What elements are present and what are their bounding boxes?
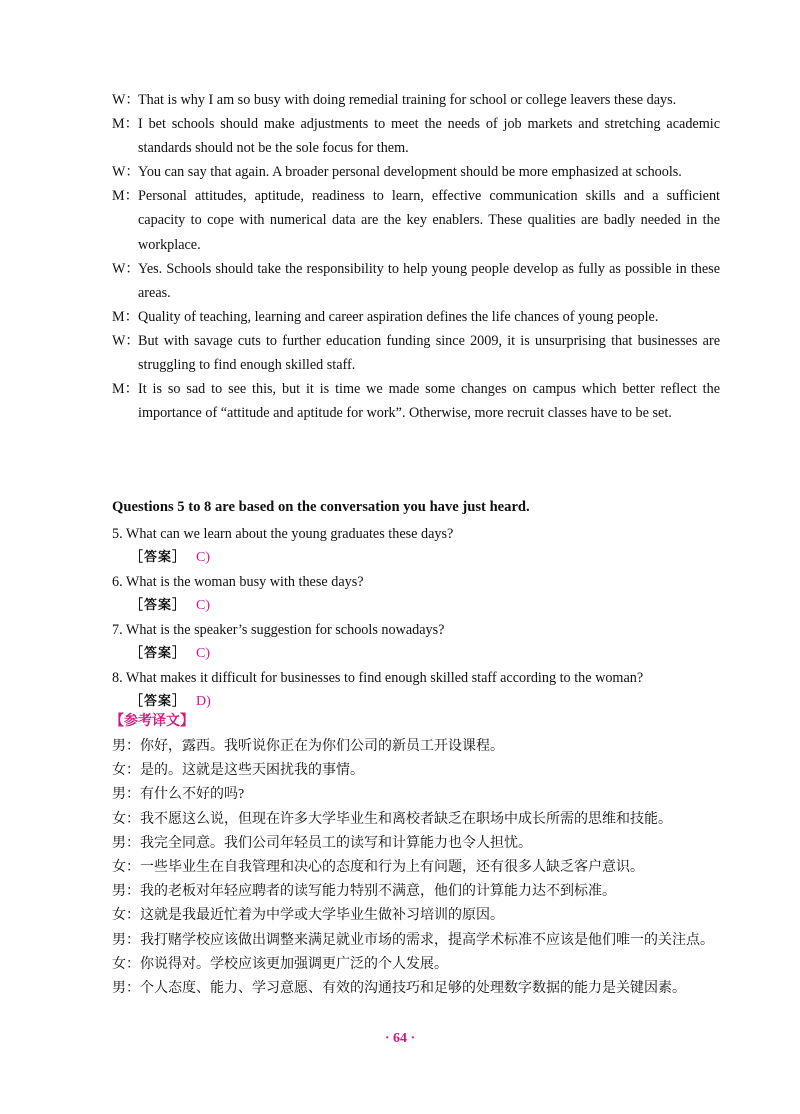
dialogue-text: But with savage cuts to further education funding since 2009, it is unsurprising that businesses are struggling to find enough skilled staff. — [138, 332, 720, 374]
question-block — [112, 522, 732, 570]
answer-value: C) — [196, 598, 211, 614]
speaker-label: 男： — [112, 739, 140, 754]
speaker-label: 男： — [112, 835, 140, 851]
translation-heading: 【参考译文】 — [110, 713, 194, 729]
translation-text: 我完全同意。我们公司年轻员工的读写和计算能力也令人担忧。 — [140, 835, 532, 851]
translation-text: 我的老板对年轻应聘者的读写能力特别不满意，他们的计算能力达不到标准。 — [140, 884, 616, 900]
speaker-label: 女： — [112, 811, 140, 827]
dialogue-text: That is why I am so busy with doing remedial training for school or college leavers these days. — [138, 92, 677, 108]
question-block — [112, 618, 732, 666]
answer-label: ［答案］ — [130, 646, 187, 662]
speaker-label: M： — [112, 308, 139, 325]
translation-text: 是的。这就是这些天困扰我的事情。 — [140, 763, 364, 779]
answer-row — [130, 690, 732, 714]
answer-row — [130, 594, 732, 618]
dialogue-line — [112, 305, 720, 329]
answer-row — [130, 546, 732, 570]
speaker-label: 女： — [112, 763, 140, 779]
speaker-label: 女： — [112, 908, 140, 924]
dialogue-text: Quality of teaching, learning and career aspiration defines the life chances of young people. — [138, 308, 659, 325]
translation-text: 个人态度、能力、学习意愿、有效的沟通技巧和足够的处理数字数据的能力是关键因素。 — [140, 981, 686, 997]
question-text: 7. What is the speaker’s suggestion for schools nowadays? — [112, 622, 445, 638]
translation-text: 我打赌学校应该做出调整来满足就业市场的需求，提高学术标准不应该是他们唯一的关注点。 — [140, 932, 714, 948]
question-text: 5. What can we learn about the young graduates these days? — [112, 526, 454, 542]
dialogue-line — [112, 257, 720, 305]
speaker-label: M： — [112, 116, 139, 133]
dialogue-text: Yes. Schools should take the responsibility to help young people develop as fully as possible in these areas. — [138, 260, 720, 301]
speaker-label: W： — [112, 332, 140, 349]
speaker-label: 男： — [112, 884, 140, 900]
dialogue-line — [112, 88, 720, 112]
speaker-label: W： — [112, 164, 140, 181]
dialogue-line — [112, 184, 720, 256]
translation-line — [112, 783, 722, 807]
translation-text: 一些毕业生在自我管理和决心的态度和行为上有问题，还有很多人缺乏客户意识。 — [140, 860, 644, 876]
dialogue-line — [112, 160, 720, 184]
translation-text: 这就是我最近忙着为中学或大学毕业生做补习培训的原因。 — [140, 908, 504, 924]
speaker-label: M： — [112, 381, 139, 398]
questions-heading: Questions 5 to 8 are based on the conversation you have just heard. — [112, 499, 530, 515]
translation-text: 你好，露西。我听说你正在为你们公司的新员工开设课程。 — [140, 739, 504, 754]
speaker-label: 男： — [112, 981, 140, 997]
answer-label: ［答案］ — [130, 694, 187, 710]
speaker-label: 女： — [112, 860, 140, 876]
translation-text: 你说得对。学校应该更加强调更广泛的个人发展。 — [140, 956, 448, 972]
question-text: 8. What makes it difficult for businesses to find enough skilled staff according to the woman? — [112, 670, 644, 686]
translation-line — [112, 856, 722, 880]
speaker-label: 男： — [112, 932, 140, 948]
page-number: · 64 · — [384, 1031, 416, 1046]
translation-line — [112, 904, 722, 928]
answer-label: ［答案］ — [130, 598, 187, 614]
translation-line — [112, 759, 722, 783]
dialogue-line — [112, 329, 720, 377]
translation-line — [112, 808, 722, 832]
speaker-label: M： — [112, 188, 139, 205]
dialogue-line — [112, 112, 720, 160]
dialogue-text: You can say that again. A broader personal development should be more emphasized at schools. — [138, 164, 682, 181]
translation-text: 有什么不好的吗? — [140, 787, 245, 803]
translation-line — [112, 977, 722, 1001]
question-text: 6. What is the woman busy with these days? — [112, 574, 364, 590]
answer-value: C) — [196, 550, 211, 566]
question-block — [112, 570, 732, 618]
translation-line — [112, 953, 722, 977]
question-block — [112, 666, 732, 714]
answer-value: D) — [196, 694, 211, 710]
chinese-translation — [112, 735, 722, 1001]
translation-line — [112, 735, 722, 759]
speaker-label: W： — [112, 92, 140, 108]
answer-value: C) — [196, 646, 211, 662]
speaker-label: W： — [112, 260, 140, 277]
translation-line — [112, 929, 722, 953]
answer-label: ［答案］ — [130, 550, 187, 566]
dialogue-text: Personal attitudes, aptitude, readiness to learn, effective communication skills and a sufficient capacity to cope with numerical data are the key enablers. These qualities are badly needed in the workplace. — [138, 188, 720, 253]
dialogue-text: I bet schools should make adjustments to meet the needs of job markets and stretching academic standards should not be the sole focus for them. — [138, 116, 720, 157]
dialogue-transcript — [112, 88, 720, 425]
speaker-label: 男： — [112, 787, 140, 803]
translation-line — [112, 880, 722, 904]
translation-line — [112, 832, 722, 856]
speaker-label: 女： — [112, 956, 140, 972]
answer-row — [130, 642, 732, 666]
translation-text: 我不愿这么说，但现在许多大学毕业生和离校者缺乏在职场中成长所需的思维和技能。 — [140, 811, 672, 827]
dialogue-text: It is so sad to see this, but it is time we made some changes on campus which better reflect the importance of “attitude and aptitude for work”. Otherwise, more recruit classes have to be set. — [138, 381, 720, 422]
dialogue-line — [112, 377, 720, 425]
